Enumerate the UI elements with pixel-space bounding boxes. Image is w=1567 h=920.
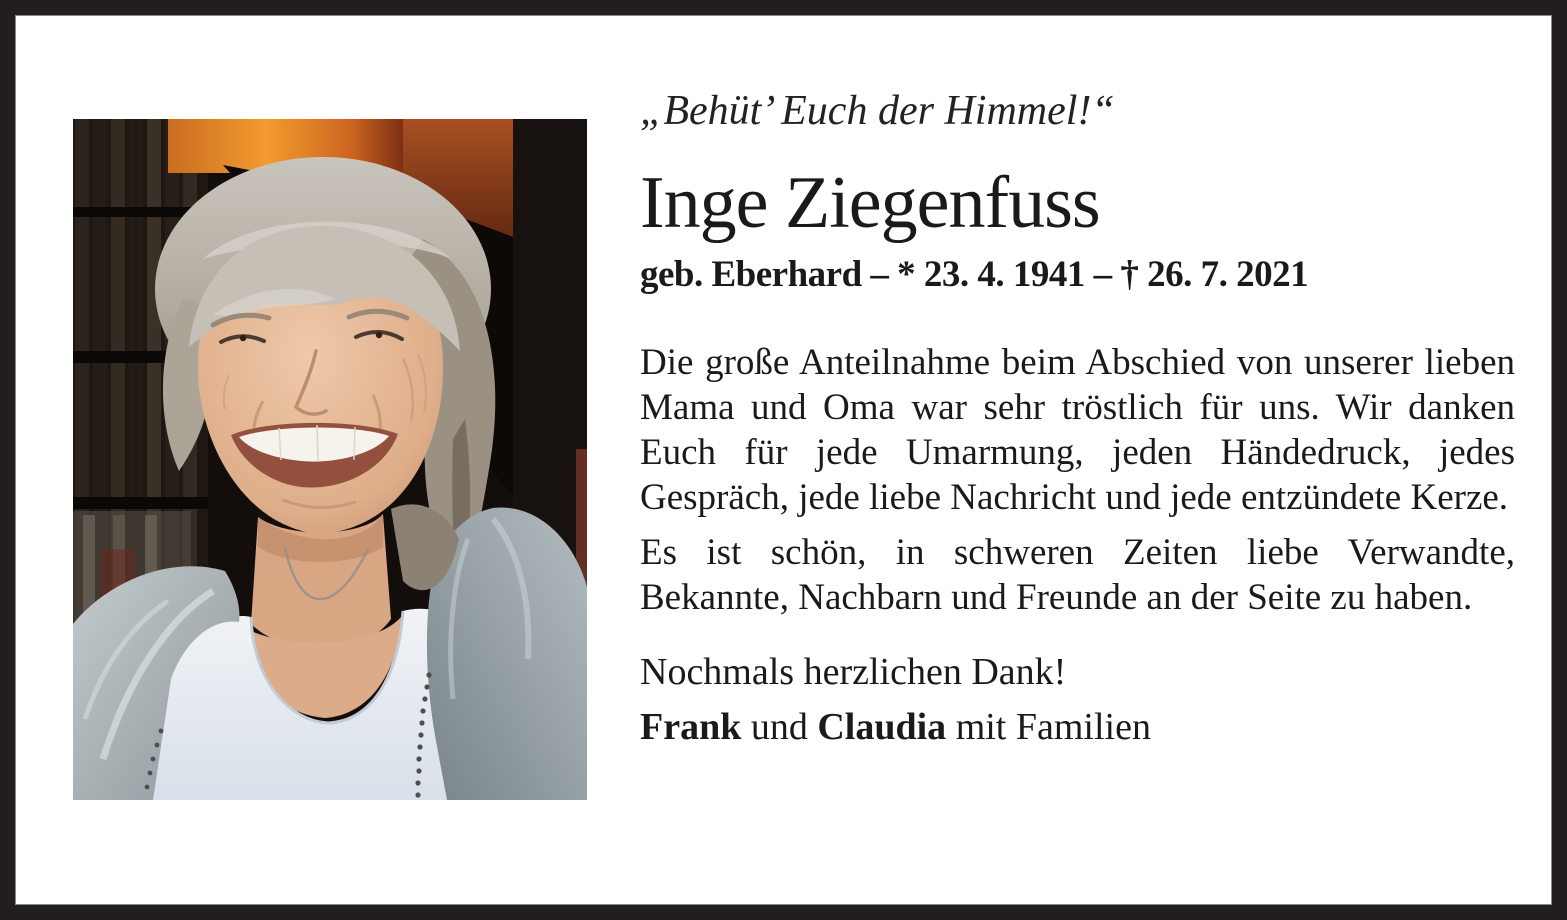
thanks-paragraph-1: Die große Anteilnahme beim Abschied von unserer lieben Mama und Oma war sehr tröstlich für uns. Wir danken Euch für jede Umarmung, jeden Händedruck, jedes Gespräch, jede liebe Nachricht und jede entzündete Kerze. xyxy=(640,342,1515,518)
signature-name-frank: Frank xyxy=(640,706,742,748)
deceased-name: Inge Ziegenfuss xyxy=(640,162,1100,244)
obituary-text-column xyxy=(640,86,1515,750)
thanks-paragraph-2: Es ist schön, in schweren Zeiten liebe Verwandte, Bekannte, Nachbarn und Freunde an der Seite zu haben. xyxy=(640,532,1515,618)
portrait-photo xyxy=(73,119,587,800)
portrait-photo-illustration xyxy=(73,119,587,800)
opening-quote: „Behüt’ Euch der Himmel!“ xyxy=(640,88,1115,134)
signature-suffix: mit Familien xyxy=(955,706,1151,748)
signature-line xyxy=(640,705,1515,750)
maiden-name-and-dates: geb. Eberhard – * 23. 4. 1941 – † 26. 7. 2021 xyxy=(640,254,1309,295)
signature-name-claudia: Claudia xyxy=(817,706,947,748)
closing-thanks-line: Nochmals herzlichen Dank! xyxy=(640,651,1067,693)
signature-connector: und xyxy=(750,706,808,748)
